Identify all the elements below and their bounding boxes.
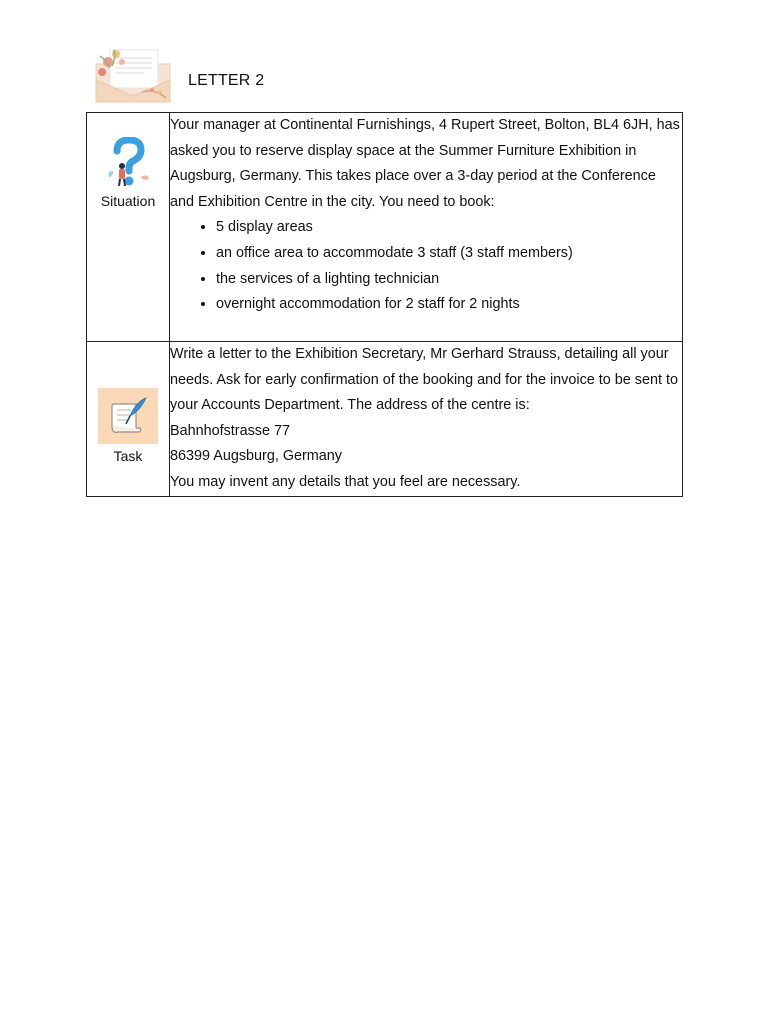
list-item: • the services of a lighting technician xyxy=(216,267,682,293)
task-row xyxy=(87,342,683,497)
list-item: • an office area to accommodate 3 staff (3 staff members) xyxy=(216,241,682,267)
task-note: You may invent any details that you feel are necessary. xyxy=(170,473,521,490)
booking-needs-list xyxy=(170,215,682,317)
page-title: LETTER 2 xyxy=(188,72,265,89)
letter-header xyxy=(92,42,392,106)
situation-row xyxy=(87,113,683,342)
task-label: Task xyxy=(113,448,143,464)
envelope-with-flowers-icon xyxy=(92,42,174,106)
situation-content xyxy=(170,113,683,342)
situation-label-cell xyxy=(87,113,170,342)
situation-label: Situation xyxy=(100,193,156,209)
list-item: • 5 display areas xyxy=(216,215,682,241)
task-label-cell xyxy=(87,342,170,497)
list-item: • overnight accommodation for 2 staff for 2 nights xyxy=(216,292,682,318)
task-content xyxy=(170,342,683,497)
task-instructions: Write a letter to the Exhibition Secretary, Mr Gerhard Strauss, detailing all your needs. Ask for early confirmation of the booking and for the invoice to be sent to your Accounts Department. The address of the centre is: xyxy=(170,346,678,414)
address-street: Bahnhofstrasse 77 xyxy=(170,422,291,439)
question-mark-person-icon xyxy=(103,137,153,189)
letter-task-table xyxy=(86,112,683,497)
situation-intro: Your manager at Continental Furnishings, 4 Rupert Street, Bolton, BL4 6JH, has asked you to reserve display space at the Summer Furniture Exhibition in Augsburg, Germany. This takes place over a 3-day period at the Conference and Exhibition Centre in the city. You need to book: xyxy=(170,117,680,210)
address-city: 86399 Augsburg, Germany xyxy=(170,448,342,465)
task-icon-background xyxy=(98,388,158,444)
quill-and-scroll-icon xyxy=(106,394,150,438)
